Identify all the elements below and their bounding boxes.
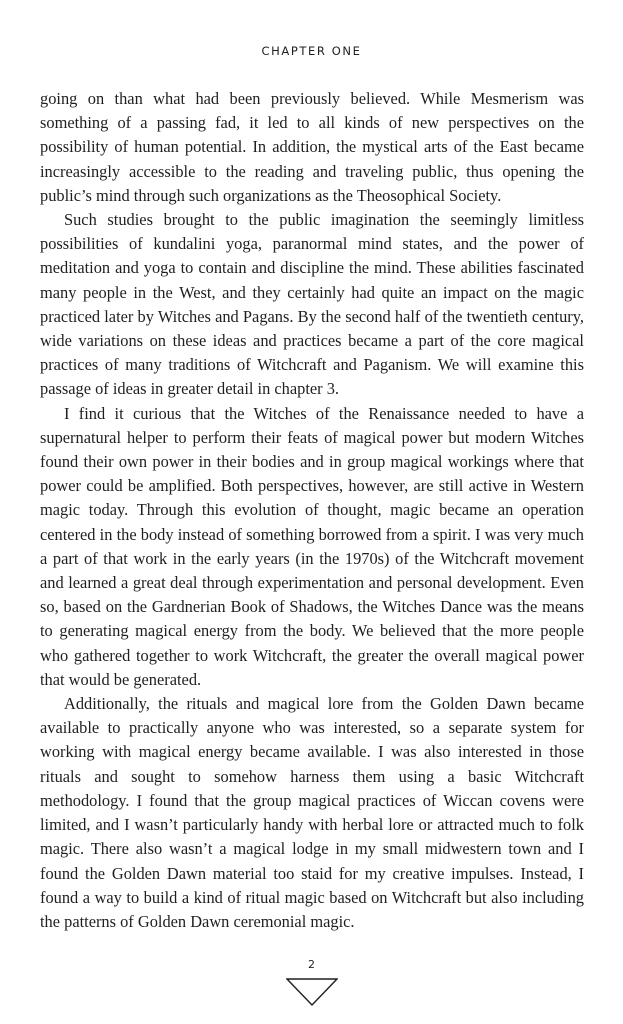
- page-number: 2: [308, 958, 315, 971]
- paragraph-1: going on than what had been previously believed. While Mesmerism was something of a passing fad, it led to all kinds of new perspectives on the possibility of human potential. In addition, the mystical arts of the East became increasingly accessible to the reading and traveling public, thus opening the public’s mind through such organizations as the Theosophical Society.: [40, 89, 584, 205]
- running-head: CHAPTER ONE: [261, 44, 362, 58]
- downward-triangle-icon: [286, 978, 338, 1006]
- paragraph-2: Such studies brought to the public imagination the seemingly limitless possibilities of kundalini yoga, paranormal mind states, and the power of meditation and yoga to contain and discipline the mind. These abilities fascinated many people in the West, and they certainly had quite an impact on the magic practiced later by Witches and Pagans. By the second half of the twentieth century, wide variations on these ideas and practices became a part of the core magical practices of many traditions of Witchcraft and Paganism. We will examine this passage of ideas in greater detail in chapter 3.: [40, 210, 584, 399]
- paragraph-3: I find it curious that the Witches of the Renaissance needed to have a supernatural helper to perform their feats of magical power but modern Witches found their own power in their bodies and in group magical workings where that power could be amplified. Both perspectives, however, are still active in Western magic today. Through this evolution of thought, magic became an operation centered in the body instead of something borrowed from a spirit. I was very much a part of that work in the early years (in the 1970s) of the Witchcraft movement and learned a great deal through experimentation and personal development. Even so, based on the Gardnerian Book of Shadows, the Witches Dance was the means to generating magical energy from the body. We believed that the more people who gathered together to work Witchcraft, the greater the overall magical power that would be generated.: [40, 403, 584, 689]
- body-text: [40, 87, 584, 934]
- paragraph-4: Additionally, the rituals and magical lore from the Golden Dawn became available to practically anyone who was interested, so a separate system for working with magical energy became available. I was also interested in those rituals and sought to somehow harness them using a basic Witchcraft methodology. I found that the group magical practices of Wiccan covens were limited, and I wasn’t particularly handy with herbal lore or attracted much to folk magic. There also wasn’t a magical lodge in my small midwestern town and I found the Golden Dawn material too staid for my creative impulses. Instead, I found a way to build a kind of ritual magic based on Witchcraft but also including the patterns of Golden Dawn ceremonial magic.: [40, 694, 584, 931]
